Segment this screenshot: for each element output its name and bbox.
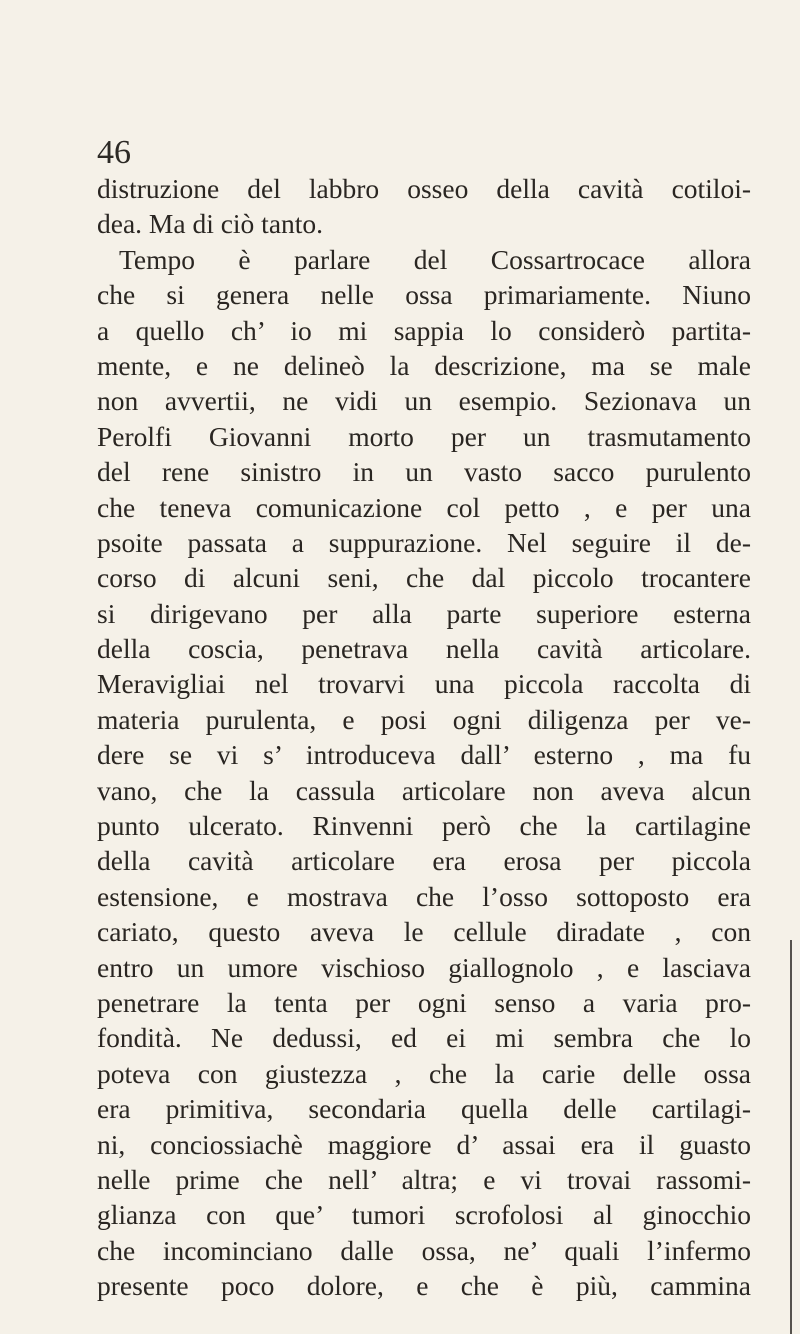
text-line: non avvertii, ne vidi un esempio. Sezionava un	[97, 385, 751, 417]
text-line: cariato, questo aveva le cellule diradate , con	[97, 916, 751, 948]
text-line: si dirigevano per alla parte superiore esterna	[97, 597, 751, 629]
text-line: che incominciano dalle ossa, ne’ quali l’infermo	[97, 1234, 751, 1266]
text-line: materia purulenta, e posi ogni diligenza per ve-	[97, 703, 751, 735]
text-line: poteva con giustezza , che la carie delle ossa	[97, 1057, 751, 1089]
text-line: presente poco dolore, e che è più, cammina	[97, 1270, 751, 1302]
text-line: a quello ch’ io mi sappia lo considerò partita-	[97, 314, 751, 346]
text-line: della cavità articolare era erosa per piccola	[97, 845, 751, 877]
text-line: della coscia, penetrava nella cavità articolare.	[97, 633, 751, 665]
page-edge-line	[790, 940, 792, 1334]
page-number: 46	[97, 134, 131, 171]
text-line: estensione, e mostrava che l’osso sottoposto era	[97, 880, 751, 912]
text-line: punto ulcerato. Rinvenni però che la cartilagine	[97, 810, 751, 842]
text-line: Tempo è parlare del Cossartrocace allora	[119, 243, 751, 275]
text-line: vano, che la cassula articolare non aveva alcun	[97, 774, 751, 806]
text-line: ni, conciossiachè maggiore d’ assai era il guasto	[97, 1128, 751, 1160]
body-text	[97, 171, 751, 1304]
text-line: psoite passata a suppurazione. Nel seguire il de-	[97, 526, 751, 558]
text-line: che teneva comunicazione col petto , e per una	[97, 491, 751, 523]
text-line: mente, e ne delineò la descrizione, ma se male	[97, 349, 751, 381]
text-line: del rene sinistro in un vasto sacco purulento	[97, 456, 751, 488]
text-line: che si genera nelle ossa primariamente. Niuno	[97, 279, 751, 311]
text-line: fondità. Ne dedussi, ed ei mi sembra che lo	[97, 1022, 751, 1054]
text-line: dea. Ma di ciò tanto.	[97, 208, 324, 240]
text-line: nelle prime che nell’ altra; e vi trovai rassomi-	[97, 1163, 751, 1195]
text-line: Perolfi Giovanni morto per un trasmutamento	[97, 420, 751, 452]
text-line: era primitiva, secondaria quella delle cartilagi-	[97, 1093, 751, 1125]
text-line: glianza con que’ tumori scrofolosi al ginocchio	[97, 1199, 751, 1231]
text-line: Meravigliai nel trovarvi una piccola raccolta di	[97, 668, 751, 700]
text-line: corso di alcuni seni, che dal piccolo trocantere	[97, 562, 751, 594]
text-line: distruzione del labbro osseo della cavità cotiloi-	[97, 173, 751, 204]
text-line: penetrare la tenta per ogni senso a varia pro-	[97, 986, 751, 1018]
text-line: dere se vi s’ introduceva dall’ esterno , ma fu	[97, 739, 751, 771]
text-line: entro un umore vischioso giallognolo , e lasciava	[97, 951, 751, 983]
